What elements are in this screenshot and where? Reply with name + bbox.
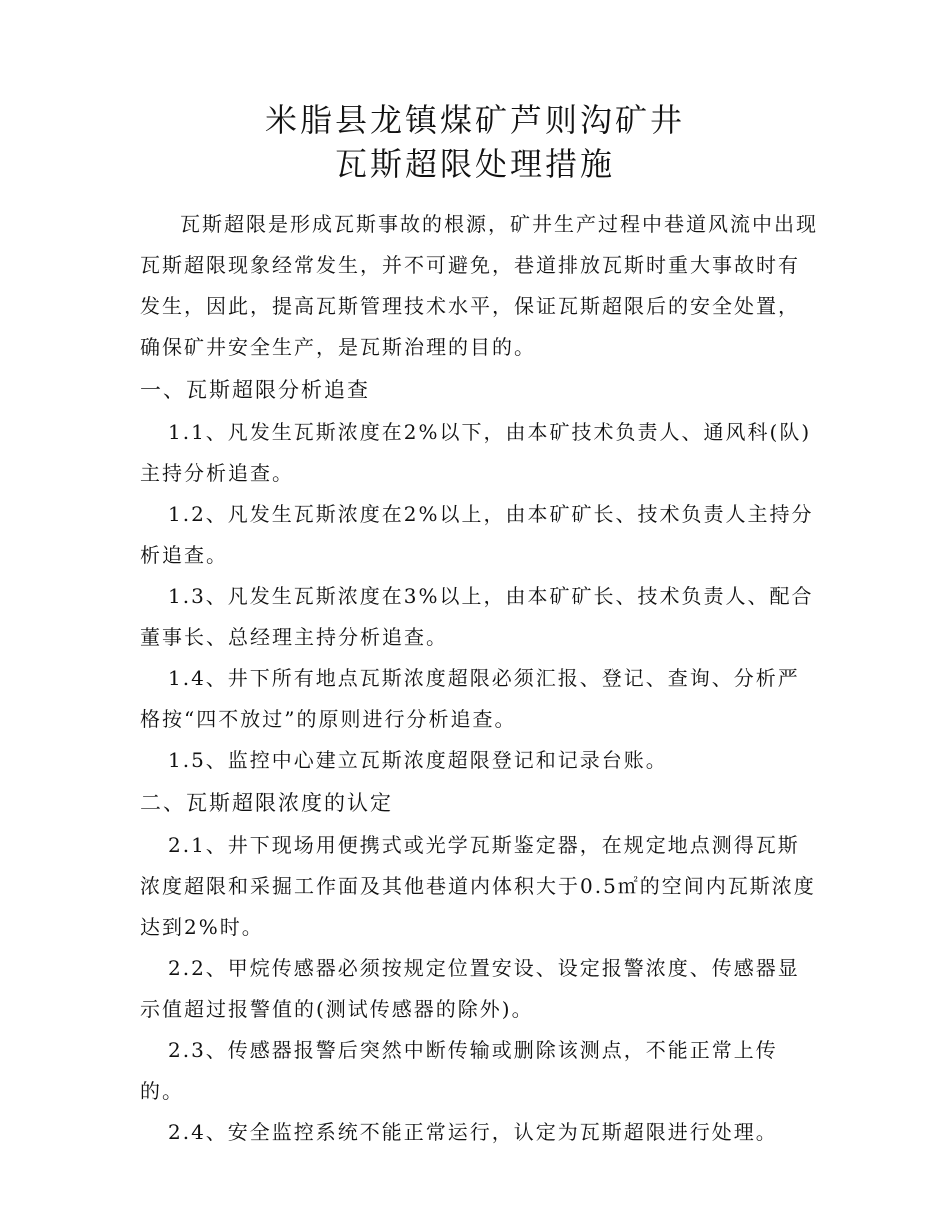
list-item: 1.1、凡发生瓦斯浓度在2%以下，由本矿技术负责人、通风科(队)主持分析追查。 — [140, 420, 812, 485]
document-title-line1: 米脂县龙镇煤矿芦则沟矿井 — [264, 101, 685, 139]
document-title-line2: 瓦斯超限处理措施 — [334, 145, 615, 183]
list-item: 1.2、凡发生瓦斯浓度在2%以上，由本矿矿长、技术负责人主持分析追查。 — [140, 502, 814, 567]
list-item: 1.4、井下所有地点瓦斯浓度超限必须汇报、登记、查询、分析严格按“四不放过”的原则进行分析追查。 — [140, 666, 800, 731]
list-item: 2.3、传感器报警后突然中断传输或删除该测点，不能正常上传的。 — [140, 1038, 778, 1103]
list-item: 1.3、凡发生瓦斯浓度在3%以上，由本矿矿长、技术负责人、配合董事长、总经理主持分析追查。 — [140, 584, 814, 649]
list-item: 2.4、安全监控系统不能正常运行，认定为瓦斯超限进行处理。 — [168, 1120, 778, 1144]
section-heading-1: 一、瓦斯超限分析追查 — [140, 378, 370, 402]
list-item: 2.2、甲烷传感器必须按规定位置安设、设定报警浓度、传感器显示值超过报警值的(测试传感器的除外)。 — [140, 956, 800, 1021]
intro-paragraph: 瓦斯超限是形成瓦斯事故的根源，矿井生产过程中巷道风流中出现瓦斯超限现象经常发生，并不可避免，巷道排放瓦斯时重大事故时有发生，因此，提高瓦斯管理技术水平，保证瓦斯超限后的安全处置，确保矿井安全生产，是瓦斯治理的目的。 — [140, 212, 818, 359]
list-item: 1.5、监控中心建立瓦斯浓度超限登记和记录台账。 — [168, 748, 668, 772]
document-body — [140, 204, 820, 1153]
list-item: 2.1、井下现场用便携式或光学瓦斯鉴定器，在规定地点测得瓦斯浓度超限和采掘工作面及其他巷道内体积大于0.5㎡的空间内瓦斯浓度达到2%时。 — [140, 833, 816, 939]
section-heading-2: 二、瓦斯超限浓度的认定 — [140, 791, 393, 815]
